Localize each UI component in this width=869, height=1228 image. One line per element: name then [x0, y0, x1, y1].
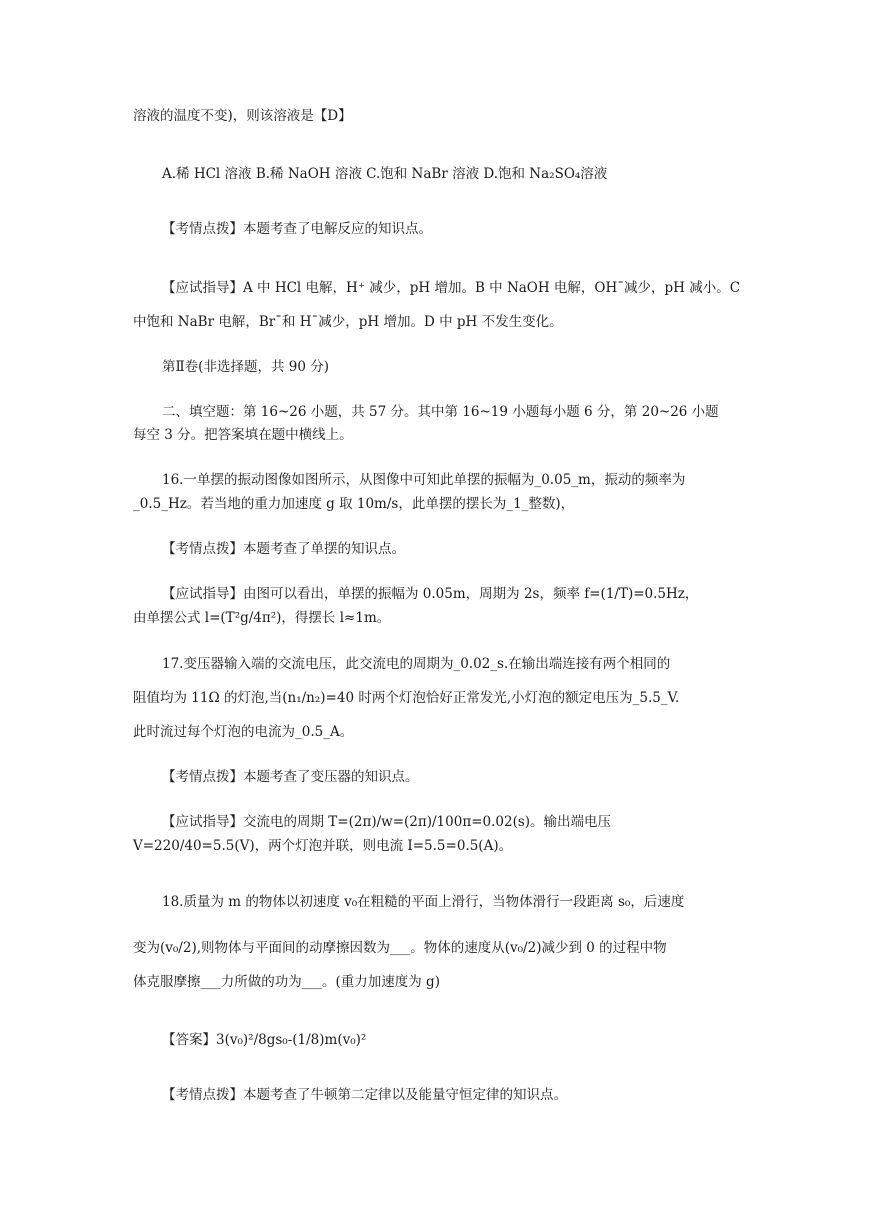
- exam-point-label: 【考情点拨】本题考查了变压器的知识点。: [162, 769, 419, 785]
- exam-point-label: 【考情点拨】本题考查了电解反应的知识点。: [162, 221, 432, 237]
- guidance-paragraph: 【应试指导】交流电的周期 T=(2π)/w=(2π)/100π=0.02(s)。输出端电压: [162, 814, 612, 830]
- answer-line: 【答案】3(v₀)²/8gs₀-(1/8)m(v₀)²: [162, 1032, 367, 1048]
- guidance-paragraph: 【应试指导】由图可以看出，单摆的振幅为 0.05m，周期为 2s，频率 f=(1/T)=0.5Hz，: [162, 586, 699, 602]
- section-instructions: 每空 3 分。把答案填在题中横线上。: [133, 427, 353, 443]
- question-18: 18.质量为 m 的物体以初速度 v₀在粗糙的平面上滑行，当物体滑行一段距离 s₀，后速度: [162, 894, 685, 910]
- guidance-paragraph: 【应试指导】A 中 HCl 电解，H⁺ 减少，pH 增加。B 中 NaOH 电解，OH¯减少，pH 减小。C: [162, 280, 741, 296]
- question-16: _0.5_Hz。若当地的重力加速度 g 取 10m/s，此单摆的摆长为_1_整数)，: [133, 496, 575, 512]
- question-16: 16.一单摆的振动图像如图所示，从图像中可知此单摆的振幅为_0.05_m，振动的频率为: [162, 472, 686, 488]
- guidance-paragraph: V=220/40=5.5(V)，两个灯泡并联，则电流 I=5.5=0.5(A)。: [133, 838, 513, 854]
- exam-point-label: 【考情点拨】本题考查了牛顿第二定律以及能量守恒定律的知识点。: [162, 1087, 567, 1103]
- section-instructions: 二、填空题：第 16~26 小题，共 57 分。其中第 16~19 小题每小题 6 分，第 20~26 小题: [162, 404, 719, 420]
- question-18: 体克服摩擦___力所做的功为___。(重力加速度为 g): [133, 974, 440, 990]
- question-17: 此时流过每个灯泡的电流为_0.5_A。: [133, 724, 354, 740]
- question-18: 变为(v₀/2),则物体与平面间的动摩擦因数为___。物体的速度从(v₀/2)减少到 0 的过程中物: [133, 940, 667, 956]
- question-17: 17.变压器输入端的交流电压，此交流电的周期为_0.02_s.在输出端连接有两个相同的: [162, 656, 671, 672]
- text-line: 溶液的温度不变)，则该溶液是【D】: [133, 108, 352, 124]
- section-heading: 第Ⅱ卷(非选择题，共 90 分): [162, 359, 329, 375]
- guidance-paragraph: 中饱和 NaBr 电解，Br¯和 H¯减少，pH 增加。D 中 pH 不发生变化。: [133, 314, 563, 330]
- question-17: 阻值均为 11Ω 的灯泡,当(n₁/n₂)=40 时两个灯泡恰好正常发光,小灯泡的额定电压为_5.5_V.: [133, 690, 680, 706]
- answer-options: A.稀 HCl 溶液 B.稀 NaOH 溶液 C.饱和 NaBr 溶液 D.饱和 Na₂SO₄溶液: [162, 166, 608, 182]
- guidance-paragraph: 由单摆公式 l=(T²g/4π²)，得摆长 l≈1m。: [133, 610, 391, 626]
- exam-point-label: 【考情点拨】本题考查了单摆的知识点。: [162, 541, 405, 557]
